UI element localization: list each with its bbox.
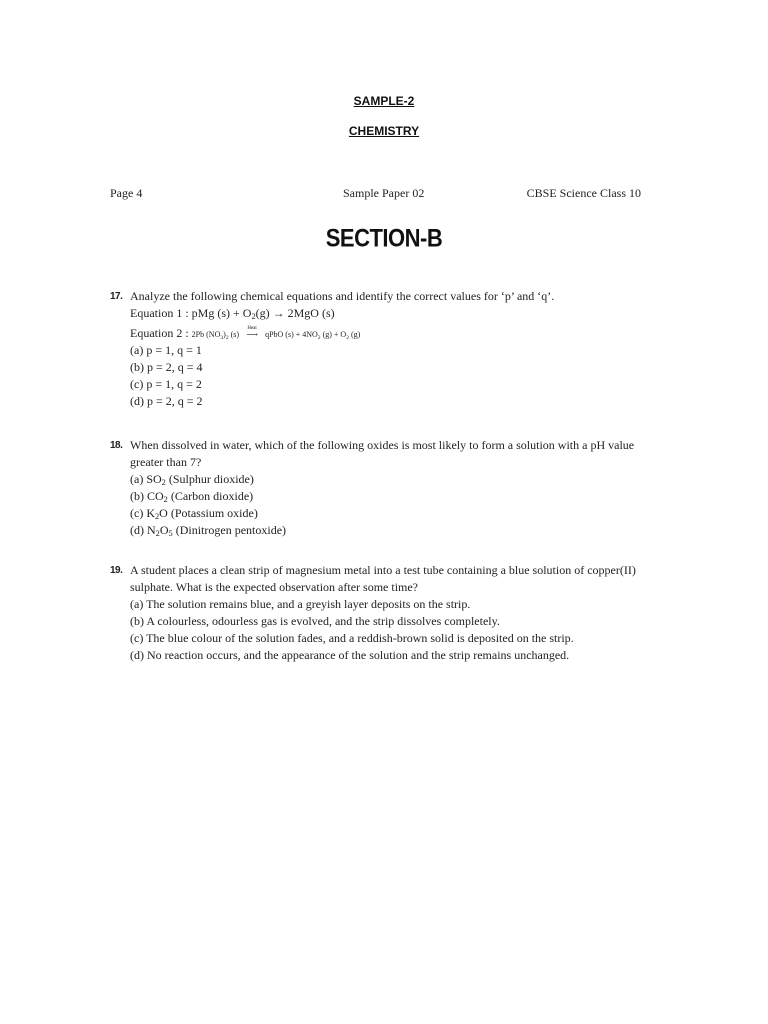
option-c: (c) $K_2O$ (Potassium oxide) xyxy=(130,506,258,521)
sample-title: SAMPLE-2 xyxy=(353,94,415,108)
option-d: (d) p = 2, q = 2 xyxy=(130,394,203,408)
paper-name: Sample Paper 02 xyxy=(343,186,425,200)
option-a: (a) The solution remains blue, and a greyish layer deposits on the strip. xyxy=(130,597,471,611)
question-18 xyxy=(110,437,650,539)
question-number: 18. xyxy=(110,440,123,451)
equation-1: Equation 1 : pMg $(s) + O_2(g) \to 2MgO$ (s) xyxy=(130,306,335,321)
equation-2: Equation 2 : 2Pb $(NO_3)_2$ (s) Heat ⟶ qPbO $(s) + 4NO_2$ $(g) + O_2$ (g) xyxy=(130,326,361,341)
question-text-line-2: sulphate. What is the expected observation after some time? xyxy=(130,580,419,594)
question-19 xyxy=(110,562,650,664)
option-b: (b) $CO_2$ (Carbon dioxide) xyxy=(130,489,254,504)
option-c: (c) p = 1, q = 2 xyxy=(130,377,202,391)
page-header xyxy=(110,186,641,202)
option-d: (d) $N_2O_5$ (Dinitrogen pentoxide) xyxy=(130,523,287,538)
subject-title: CHEMISTRY xyxy=(348,124,420,138)
question-text-line-1: A student places a clean strip of magnesium metal into a test tube containing a blue solution of copper(II) xyxy=(130,563,636,577)
option-b: (b) p = 2, q = 4 xyxy=(130,360,203,374)
page-number: Page 4 xyxy=(110,186,143,200)
heat-arrow: Heat ⟶ xyxy=(246,326,258,339)
question-17 xyxy=(110,288,650,410)
option-d: (d) No reaction occurs, and the appearance of the solution and the strip remains unchanged. xyxy=(130,648,570,662)
option-c: (c) The blue colour of the solution fades, and a reddish-brown solid is deposited on the strip. xyxy=(130,631,574,645)
option-a: (a) p = 1, q = 1 xyxy=(130,343,202,357)
question-number: 19. xyxy=(110,565,123,576)
option-b: (b) A colourless, odourless gas is evolved, and the strip dissolves completely. xyxy=(130,614,500,628)
question-text-line-1: When dissolved in water, which of the following oxides is most likely to form a solution with a pH value xyxy=(130,438,635,452)
option-a: (a) $SO_2$ (Sulphur dioxide) xyxy=(130,472,254,487)
question-number: 17. xyxy=(110,291,123,302)
question-text-line-2: greater than 7? xyxy=(130,455,202,469)
section-title: SECTION-B xyxy=(325,224,443,252)
question-text: Analyze the following chemical equations and identify the correct values for ‘p’ and ‘q’. xyxy=(130,289,555,303)
course-name: CBSE Science Class 10 xyxy=(526,186,641,200)
